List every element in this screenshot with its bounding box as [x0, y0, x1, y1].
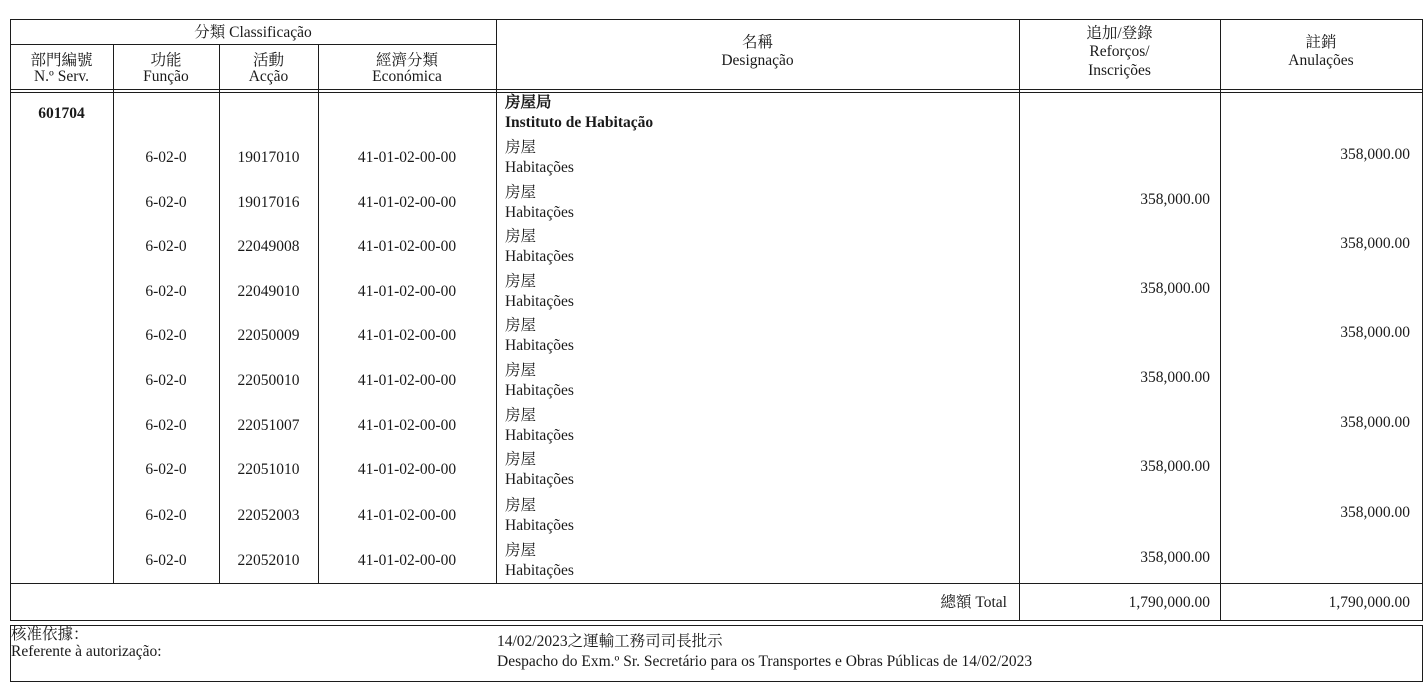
total-cancellations: 1,790,000.00: [1328, 594, 1410, 611]
table-row: [0, 179, 1427, 224]
function-code: 6-02-0: [145, 327, 187, 344]
header-reinforcements-zh: 追加/登錄: [1086, 25, 1153, 42]
classification-header-divider: [10, 44, 496, 45]
economic-code: 41-01-02-00-00: [357, 238, 457, 255]
economic-code: 41-01-02-00-00: [357, 149, 457, 166]
designation-zh: 房屋: [505, 542, 537, 559]
table-row: [0, 312, 1427, 357]
designation-pt: Habitações: [505, 159, 574, 176]
economic-code: 41-01-02-00-00: [357, 283, 457, 300]
designation-pt: Habitações: [505, 517, 574, 534]
authorization-text-zh: 14/02/2023之運輸工務司司長批示: [497, 633, 723, 650]
authorization-text-pt: Despacho do Exm.º Sr. Secretário para os Transportes e Obras Públicas de 14/02/2023: [497, 653, 1033, 670]
function-code: 6-02-0: [145, 194, 187, 211]
header-cancellations-pt: Anulações: [1288, 52, 1354, 69]
action-code: 22051010: [237, 461, 300, 478]
designation-pt: Habitações: [505, 562, 574, 579]
cancellation-amount: 358,000.00: [1340, 414, 1410, 431]
function-code: 6-02-0: [145, 507, 187, 524]
designation-zh: 房屋: [505, 228, 537, 245]
economic-code: 41-01-02-00-00: [357, 372, 457, 389]
header-bottom-rule: [10, 89, 1422, 90]
total-label: 總額 Total: [940, 594, 1007, 611]
action-code: 22050010: [237, 372, 300, 389]
action-code: 22050009: [237, 327, 300, 344]
service-name-zh: 房屋局: [505, 94, 552, 111]
action-code: 22051007: [237, 417, 300, 434]
table-row: [0, 492, 1427, 537]
service-code: 601704: [38, 105, 85, 122]
reinforcement-amount: 358,000.00: [1140, 549, 1210, 566]
function-code: 6-02-0: [145, 417, 187, 434]
function-code: 6-02-0: [145, 283, 187, 300]
table-row: [0, 537, 1427, 582]
table-row: [0, 223, 1427, 268]
reinforcement-amount: 358,000.00: [1140, 458, 1210, 475]
designation-zh: 房屋: [505, 273, 537, 290]
header-economic-pt: Económica: [372, 68, 442, 85]
economic-code: 41-01-02-00-00: [357, 507, 457, 524]
table-row: [0, 446, 1427, 491]
designation-zh: 房屋: [505, 139, 537, 156]
header-action-zh: 活動: [252, 52, 284, 69]
total-row-top-rule: [10, 583, 1422, 584]
header-function-zh: 功能: [150, 52, 182, 69]
cancellation-amount: 358,000.00: [1340, 146, 1410, 163]
designation-pt: Habitações: [505, 382, 574, 399]
cancellation-amount: 358,000.00: [1340, 504, 1410, 521]
action-code: 19017016: [237, 194, 300, 211]
designation-pt: Habitações: [505, 337, 574, 354]
table-row: [0, 268, 1427, 313]
table-row: [0, 357, 1427, 402]
reinforcement-amount: 358,000.00: [1140, 280, 1210, 297]
action-code: 22052003: [237, 507, 300, 524]
authorization-label-pt: Referente à autorização:: [11, 643, 162, 660]
designation-pt: Habitações: [505, 293, 574, 310]
total-reinforcements: 1,790,000.00: [1128, 594, 1210, 611]
table-row: [0, 134, 1427, 179]
economic-code: 41-01-02-00-00: [357, 194, 457, 211]
designation-pt: Habitações: [505, 427, 574, 444]
function-code: 6-02-0: [145, 149, 187, 166]
header-economic-zh: 經濟分類: [375, 52, 438, 69]
designation-pt: Habitações: [505, 204, 574, 221]
designation-zh: 房屋: [505, 362, 537, 379]
header-reinforcements-pt1: Reforços/: [1089, 43, 1150, 60]
function-code: 6-02-0: [145, 372, 187, 389]
cancellation-amount: 358,000.00: [1340, 324, 1410, 341]
designation-zh: 房屋: [505, 407, 537, 424]
designation-pt: Habitações: [505, 471, 574, 488]
action-code: 22052010: [237, 552, 300, 569]
action-code: 19017010: [237, 149, 300, 166]
cancellation-amount: 358,000.00: [1340, 235, 1410, 252]
function-code: 6-02-0: [145, 238, 187, 255]
header-cancellations-zh: 註銷: [1305, 34, 1337, 51]
economic-code: 41-01-02-00-00: [357, 327, 457, 344]
header-bottom-rule-double: [10, 92, 1422, 93]
authorization-label-zh: 核准依據：: [11, 626, 89, 643]
designation-zh: 房屋: [505, 184, 537, 201]
header-action-pt: Acção: [248, 68, 289, 85]
header-designation-pt: Designação: [721, 52, 794, 69]
action-code: 22049010: [237, 283, 300, 300]
function-code: 6-02-0: [145, 552, 187, 569]
designation-zh: 房屋: [505, 451, 537, 468]
designation-zh: 房屋: [505, 317, 537, 334]
service-name-pt: Instituto de Habitação: [505, 114, 654, 131]
header-service-pt: N.º Serv.: [33, 68, 90, 85]
economic-code: 41-01-02-00-00: [357, 417, 457, 434]
header-function-pt: Função: [143, 68, 189, 85]
table-row: [0, 402, 1427, 447]
header-designation-zh: 名稱: [741, 34, 773, 51]
header-service-zh: 部門編號: [30, 52, 93, 69]
action-code: 22049008: [237, 238, 300, 255]
reinforcement-amount: 358,000.00: [1140, 369, 1210, 386]
header-classification: 分類 Classificação: [194, 24, 312, 41]
designation-pt: Habitações: [505, 248, 574, 265]
header-reinforcements-pt2: Inscrições: [1088, 62, 1151, 79]
reinforcement-amount: 358,000.00: [1140, 191, 1210, 208]
function-code: 6-02-0: [145, 461, 187, 478]
economic-code: 41-01-02-00-00: [357, 552, 457, 569]
designation-zh: 房屋: [505, 497, 537, 514]
economic-code: 41-01-02-00-00: [357, 461, 457, 478]
